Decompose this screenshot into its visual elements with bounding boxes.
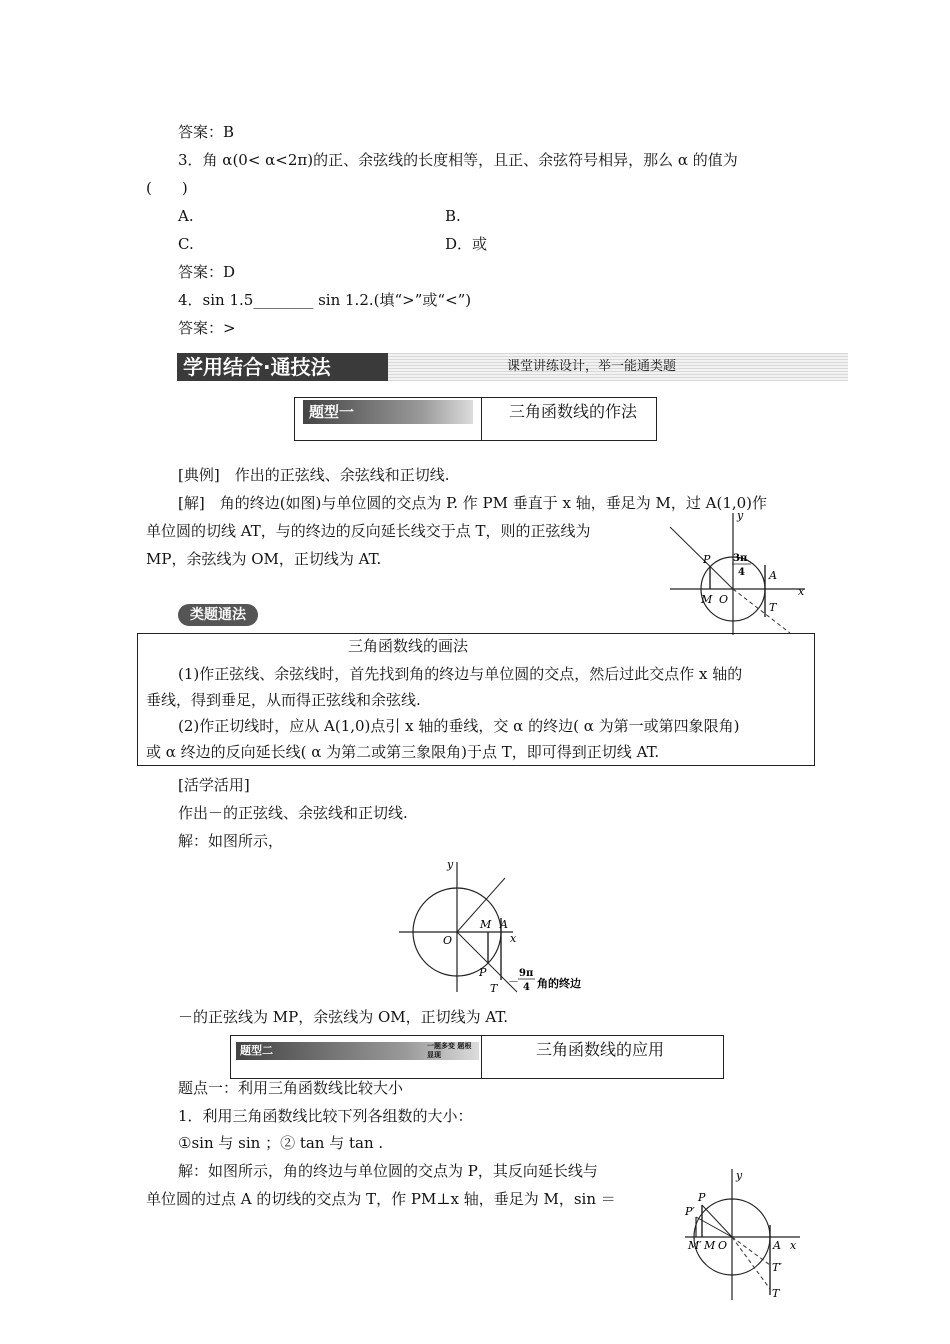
question-3-blank: ( ): [146, 179, 188, 197]
type-2-header: [230, 1035, 724, 1079]
section-banner: [177, 353, 848, 381]
example-line: MP，余弦线为 OM，正切线为 AT.: [146, 550, 382, 568]
answer-text: 答案：D: [178, 263, 236, 281]
angle-label-numerator: 9π: [519, 968, 534, 979]
unit-circle-figure-1: [665, 505, 815, 635]
type-1-tag: 题型一: [303, 400, 473, 424]
point-heading: 题点一：利用三角函数线比较大小: [178, 1079, 404, 1097]
type-1-header: [294, 397, 657, 441]
practice-heading: [活学活用]: [178, 776, 250, 794]
point-label: M: [704, 1239, 716, 1252]
point-label: M′: [688, 1239, 702, 1252]
practice-conclusion: －的正弦线为 MP，余弦线为 OM，正切线为 AT.: [178, 1008, 508, 1026]
solution-line: 解：如图所示，角的终边与单位圆的交点为 P，其反向延长线与: [178, 1162, 598, 1180]
practice-solution: 解：如图所示，: [178, 832, 284, 850]
practice-question: 作出－的正弦线、余弦线和正切线.: [178, 804, 408, 822]
example-line: 单位圆的切线 AT，与的终边的反向延长线交于点 T，则的正弦线为: [146, 522, 591, 540]
question-1-items: ①sin 与 sin ；② tan 与 tan .: [178, 1134, 384, 1152]
axis-label-y: y: [447, 858, 454, 871]
point-label: T: [772, 1287, 780, 1300]
point-label: M: [701, 593, 713, 606]
angle-minus: －: [508, 975, 519, 988]
tips-box: [137, 633, 815, 766]
point-label: P: [703, 553, 711, 566]
answer-text: 答案：>: [178, 319, 236, 337]
option-d: D．或: [445, 235, 488, 253]
type-1-title: 三角函数线的作法: [509, 402, 638, 421]
point-label: P′: [685, 1205, 695, 1218]
point-label: T′: [772, 1261, 782, 1274]
point-label: M: [480, 918, 492, 931]
angle-label-denominator: 4: [523, 982, 530, 993]
example-line: [解] 角的终边(如图)与单位圆的交点为 P. 作 PM 垂直于 x 轴，垂足为 M，过 A(1,0)作: [178, 494, 768, 512]
point-label: A: [500, 918, 508, 931]
question-3: 3．角 α(0< α<2π)的正、余弦线的长度相等，且正、余弦符号相异，那么 α 的值为: [178, 151, 738, 169]
unit-circle-figure-3: [680, 1165, 810, 1300]
example-line: [典例] 作出的正弦线、余弦线和正切线.: [178, 466, 450, 484]
tips-title: 三角函数线的画法: [348, 637, 469, 655]
type-2-small-tag: 一题多变 题根显现: [427, 1041, 472, 1059]
angle-label-suffix: 角的终边: [537, 977, 581, 990]
axis-label-y: y: [737, 509, 744, 522]
banner-subtitle: 课堂讲练设计，举一能通类题: [507, 359, 677, 374]
point-label: O: [443, 934, 453, 947]
tips-paragraph: (1)作正弦线、余弦线时，首先找到角的终边与单位圆的交点，然后过此交点作 x 轴的: [178, 665, 743, 683]
option-b: B.: [445, 207, 461, 225]
point-label: A: [773, 1239, 781, 1252]
point-label: P: [479, 966, 487, 979]
angle-label-denominator: 4: [738, 567, 745, 578]
point-label: T: [490, 982, 498, 995]
solution-line: 单位圆的过点 A 的切线的交点为 T，作 PM⊥x 轴，垂足为 M，sin ＝: [146, 1190, 616, 1208]
answer-text: 答案：B: [178, 123, 235, 141]
axis-label-y: y: [736, 1169, 743, 1182]
question-4: 4．sin 1.5________ sin 1.2.(填“>”或“<”): [178, 291, 472, 309]
point-label: A: [769, 569, 777, 582]
divider: [481, 398, 482, 440]
axis-label-x: x: [510, 932, 517, 945]
option-a: A.: [178, 207, 194, 225]
divider: [481, 1036, 482, 1078]
tips-paragraph: 或 α 终边的反向延长线( α 为第二或第三象限角)于点 T，即可得到正切线 AT.: [146, 743, 660, 761]
point-label: P: [698, 1191, 706, 1204]
axis-label-x: x: [798, 585, 805, 598]
type-2-tag: 题型二: [236, 1042, 479, 1060]
point-label: T: [769, 601, 777, 614]
question-1: 1．利用三角函数线比较下列各组数的大小：: [178, 1107, 473, 1125]
tips-paragraph: 垂线，得到垂足，从而得正弦线和余弦线.: [146, 691, 421, 709]
tips-pill: 类题通法: [178, 604, 258, 626]
option-c: C.: [178, 235, 194, 253]
point-label: O: [719, 593, 729, 606]
banner-title: 学用结合·通技法: [177, 353, 388, 381]
type-2-title: 三角函数线的应用: [536, 1040, 665, 1059]
point-label: O: [718, 1239, 728, 1252]
axis-label-x: x: [790, 1239, 797, 1252]
angle-label-numerator: 3π: [733, 553, 748, 564]
unit-circle-figure-2: [395, 858, 605, 998]
tips-paragraph: (2)作正切线时，应从 A(1,0)点引 x 轴的垂线，交 α 的终边( α 为第一或第四象限角): [178, 717, 740, 735]
